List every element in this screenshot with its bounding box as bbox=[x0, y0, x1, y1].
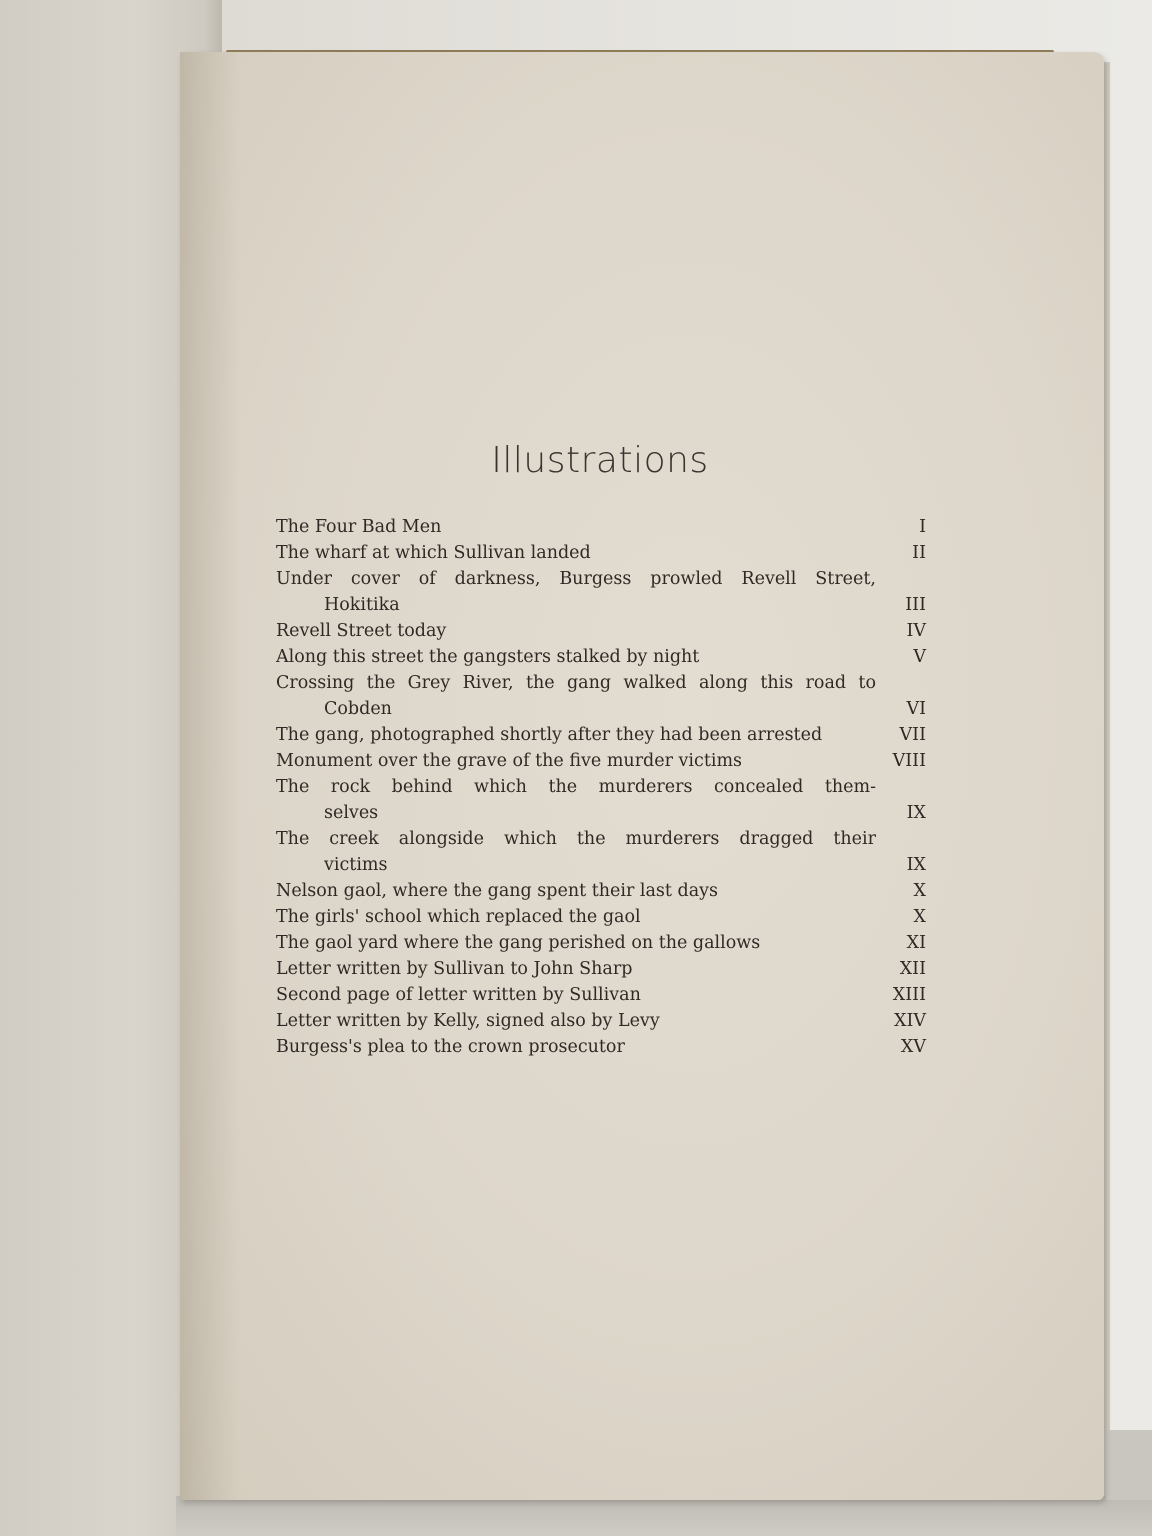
list-item-title bbox=[276, 982, 876, 1008]
list-item-title-line: Letter written by Sullivan to John Sharp bbox=[276, 959, 633, 979]
list-item-plate-number: VII bbox=[899, 725, 926, 745]
list-item-title-line: Along this street the gangsters stalked by night bbox=[276, 647, 700, 667]
list-item-plate-number: X bbox=[913, 907, 926, 927]
list-item-plate-number: X bbox=[913, 881, 926, 901]
list-item bbox=[276, 670, 926, 722]
list-item-plate-number: XIV bbox=[893, 1011, 926, 1031]
gutter-shadow bbox=[180, 52, 240, 1500]
list-item-title-line: The wharf at which Sullivan landed bbox=[276, 543, 591, 563]
list-item bbox=[276, 982, 926, 1008]
list-item-plate-number: VIII bbox=[892, 751, 926, 771]
list-item-title bbox=[276, 930, 876, 956]
list-item-title-line: Crossing the Grey River, the gang walked along this road to bbox=[276, 673, 876, 693]
list-item bbox=[276, 618, 926, 644]
list-item-plate-number: III bbox=[905, 595, 926, 615]
list-item-title-continuation: Cobden bbox=[324, 699, 392, 719]
list-item-plate-number: IX bbox=[906, 855, 926, 875]
list-item-title bbox=[276, 826, 876, 878]
list-item-title bbox=[276, 722, 876, 748]
list-item bbox=[276, 956, 926, 982]
list-item bbox=[276, 748, 926, 774]
list-item-plate-number: II bbox=[912, 543, 926, 563]
list-item bbox=[276, 826, 926, 878]
list-item-title-continuation: selves bbox=[324, 803, 379, 823]
list-item-plate-number: IX bbox=[906, 803, 926, 823]
list-item-title bbox=[276, 540, 876, 566]
list-item-plate-number: VI bbox=[906, 699, 926, 719]
list-item-title-line: The rock behind which the murderers concealed them- bbox=[276, 777, 876, 797]
list-item bbox=[276, 1034, 926, 1060]
shadow bbox=[1106, 1430, 1152, 1500]
list-item bbox=[276, 1008, 926, 1034]
list-item-plate-number: XV bbox=[900, 1037, 926, 1057]
list-item bbox=[276, 644, 926, 670]
list-item bbox=[276, 514, 926, 540]
list-item-title-continuation: victims bbox=[324, 855, 388, 875]
list-item bbox=[276, 904, 926, 930]
page-title: Illustrations bbox=[491, 440, 709, 481]
list-item-title-line: Under cover of darkness, Burgess prowled Revell Street, bbox=[276, 569, 876, 589]
list-item-title-continuation: Hokitika bbox=[324, 595, 400, 615]
illustration-list bbox=[276, 514, 926, 1060]
list-item-plate-number: XIII bbox=[892, 985, 926, 1005]
list-item-title-line: Revell Street today bbox=[276, 621, 447, 641]
list-item-title-line: Nelson gaol, where the gang spent their last days bbox=[276, 881, 718, 901]
list-item-title-line: The girls' school which replaced the gaol bbox=[276, 907, 641, 927]
table-surface bbox=[176, 1496, 1152, 1536]
list-item-plate-number: I bbox=[919, 517, 926, 537]
list-item bbox=[276, 878, 926, 904]
list-item-title bbox=[276, 514, 876, 540]
list-item-title-line: The creek alongside which the murderers dragged their bbox=[276, 829, 876, 849]
list-item-title-line: The gaol yard where the gang perished on the gallows bbox=[276, 933, 761, 953]
list-item-title-line: The gang, photographed shortly after they had been arrested bbox=[276, 725, 823, 745]
list-item-title-line: Burgess's plea to the crown prosecutor bbox=[276, 1037, 625, 1057]
list-item bbox=[276, 722, 926, 748]
list-item-title bbox=[276, 1008, 876, 1034]
list-item-title-line: Monument over the grave of the five murder victims bbox=[276, 751, 743, 771]
list-item-title bbox=[276, 904, 876, 930]
list-item-title bbox=[276, 670, 876, 722]
list-item-title bbox=[276, 956, 876, 982]
list-item bbox=[276, 540, 926, 566]
list-item-title-line: Second page of letter written by Sullivan bbox=[276, 985, 641, 1005]
list-item-plate-number: IV bbox=[906, 621, 926, 641]
list-item-plate-number: XII bbox=[899, 959, 926, 979]
list-item-title-line: Letter written by Kelly, signed also by Levy bbox=[276, 1011, 660, 1031]
list-item-title bbox=[276, 618, 876, 644]
list-item-title bbox=[276, 644, 876, 670]
list-item bbox=[276, 774, 926, 826]
list-item bbox=[276, 566, 926, 618]
list-item-title bbox=[276, 1034, 876, 1060]
list-item-plate-number: V bbox=[913, 647, 926, 667]
list-item bbox=[276, 930, 926, 956]
list-item-title-line: The Four Bad Men bbox=[276, 517, 442, 537]
list-item-title bbox=[276, 774, 876, 826]
list-item-title bbox=[276, 748, 876, 774]
list-item-title bbox=[276, 566, 876, 618]
list-item-title bbox=[276, 878, 876, 904]
list-item-plate-number: XI bbox=[906, 933, 926, 953]
